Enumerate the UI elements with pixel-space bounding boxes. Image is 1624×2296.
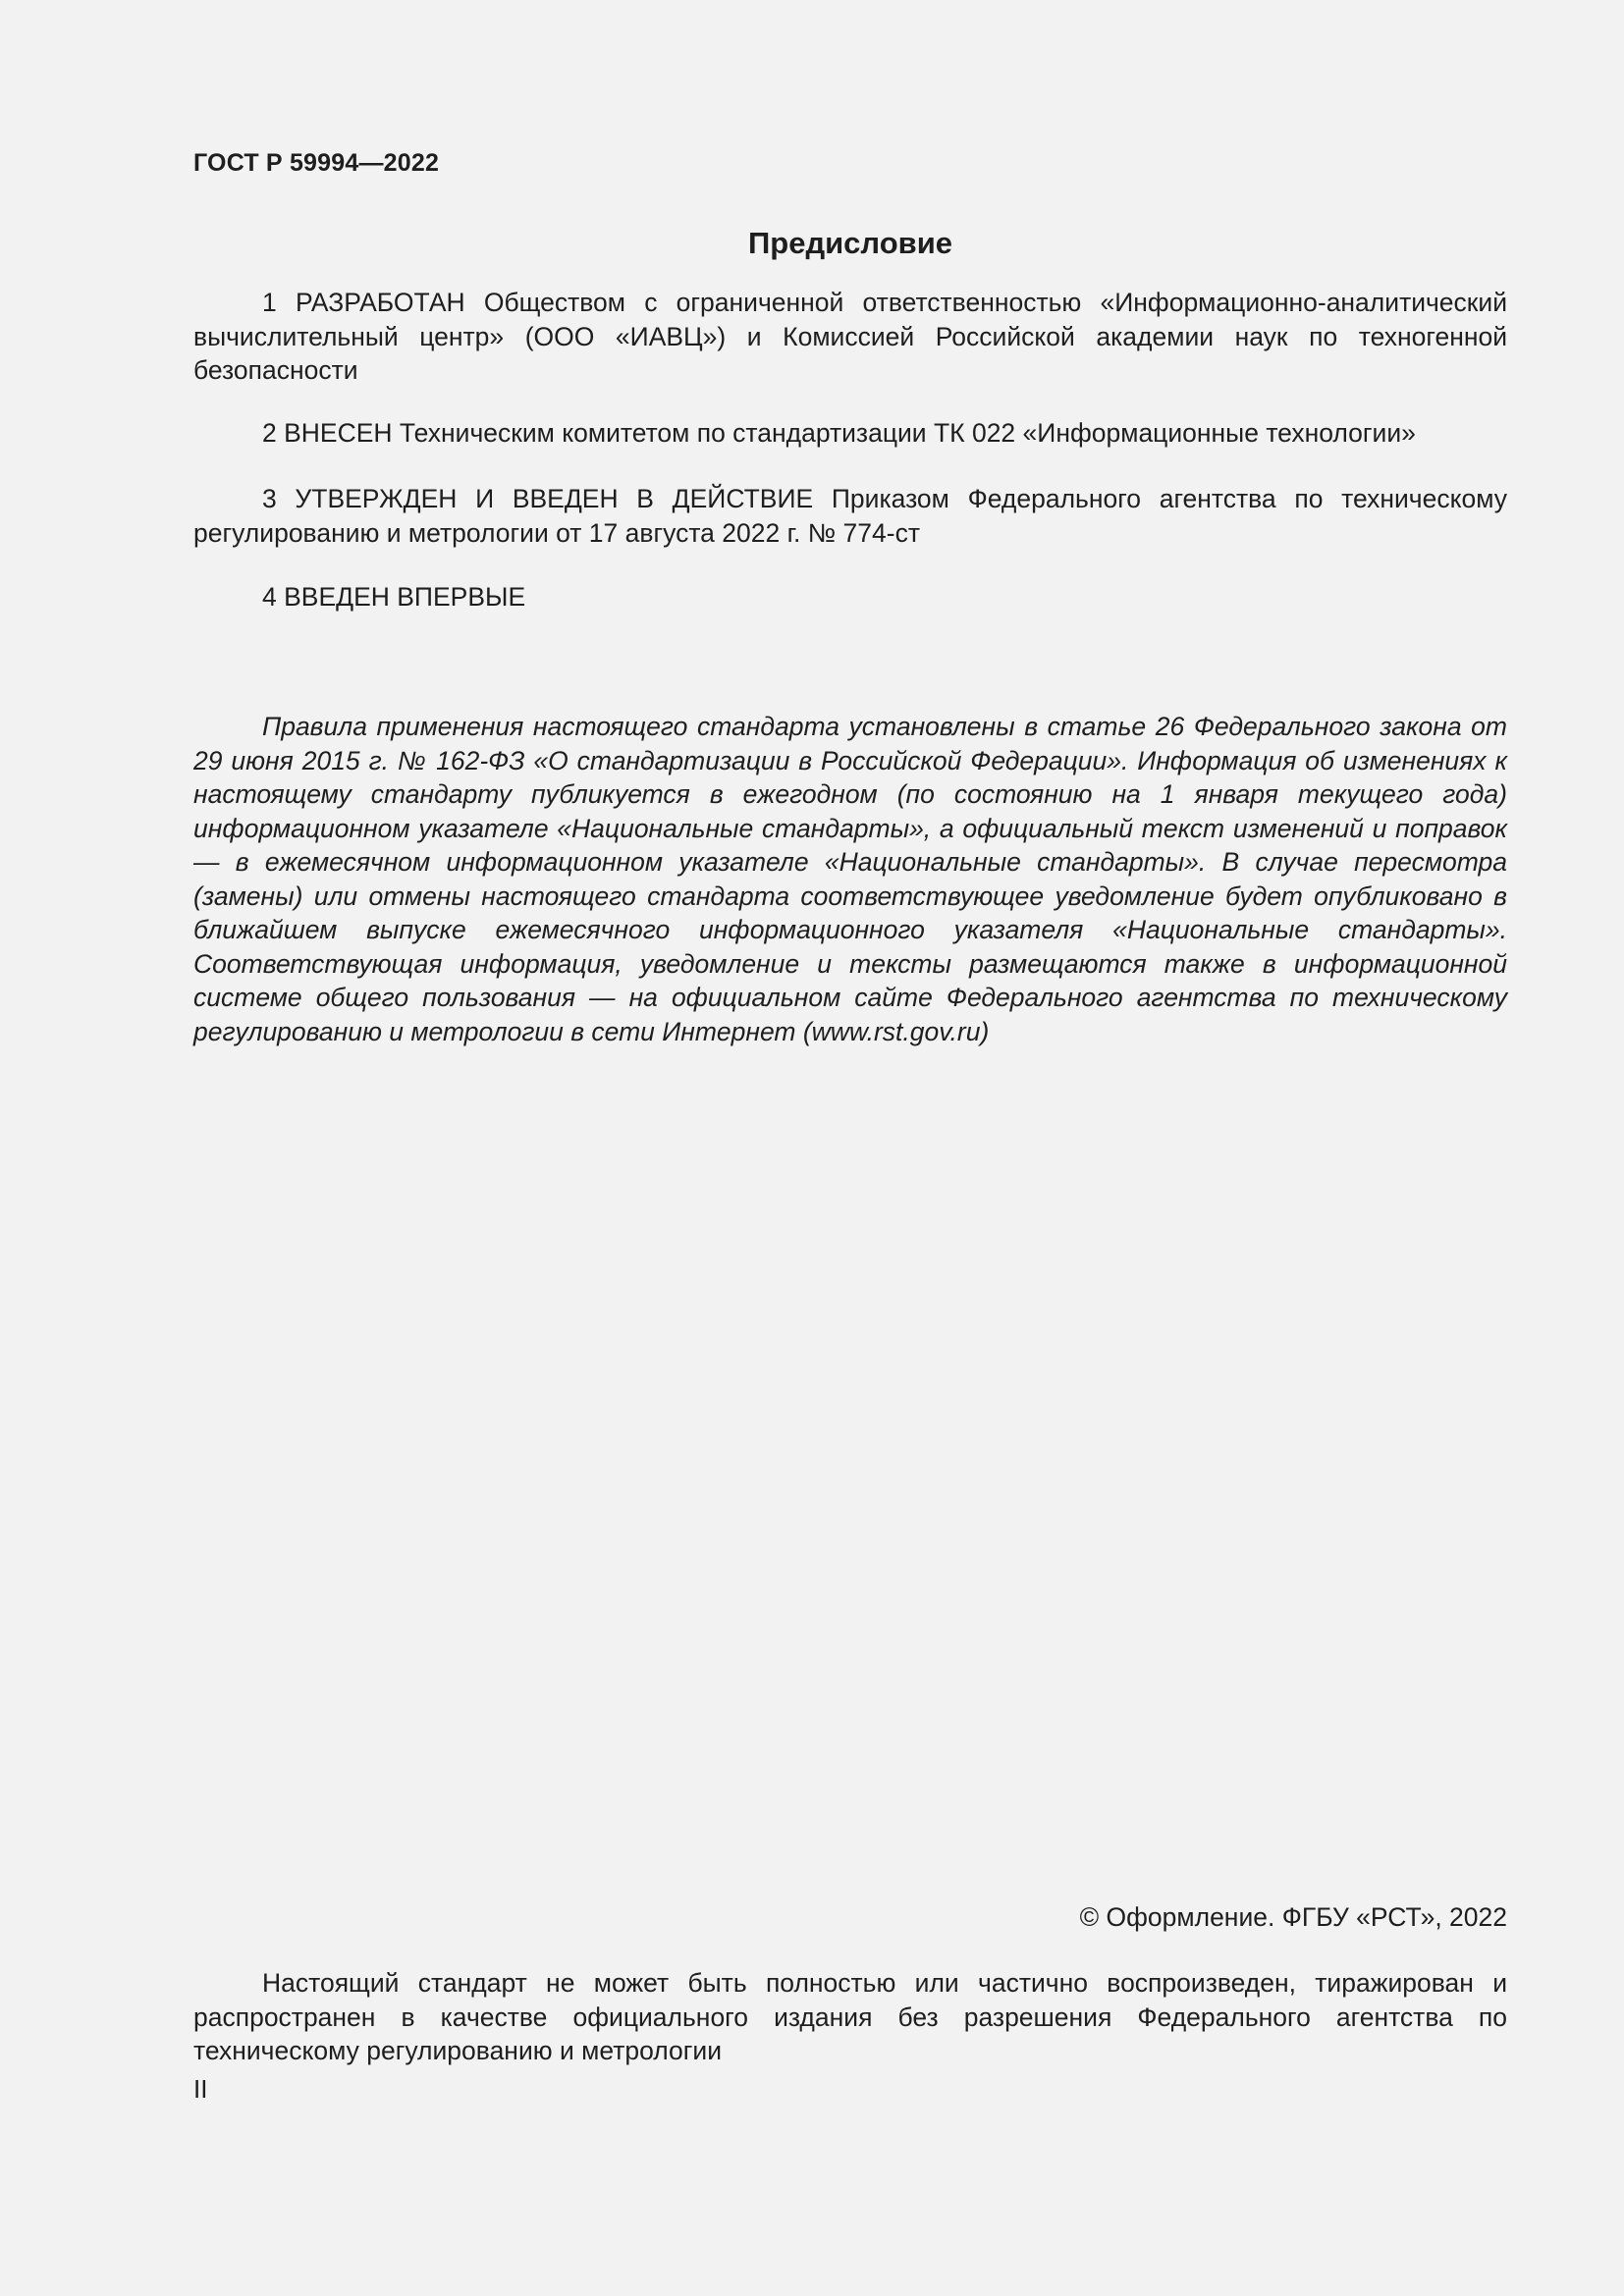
application-rules-text: Правила применения настоящего стандарта установлены в статье 26 Федерального закона от 29 июня 2015 г. № 162-ФЗ «О стандартизации в Российской Федерации». Информация об изменениях к настоящему стандарту публикуется в ежегодном (по состоянию на 1 января текущего года) информационном указателе «Национальные стандарты», а официальный текст изменений и поправок — в ежемесячном информационном указателе «Национальные стандарты». В случае пересмотра (замены) или отмены настоящего стандарта соответствующее уведомление будет опубликовано в ближайшем выпуске ежемесячного информационного указателя «Национальные стандарты». Соответствующая информация, уведомление и тексты размещаются также в информационной системе общего пользования — на официальном сайте Федерального агентства по техническому регулированию и метрологии в сети Интернет (www.rst.gov.ru) <box>193 712 1507 1046</box>
document-id: ГОСТ Р 59994—2022 <box>193 149 440 177</box>
copyright-line: © Оформление. ФГБУ «РСТ», 2022 <box>1079 1902 1507 1932</box>
page-number: II <box>193 2074 208 2104</box>
preface-item-1: 1 РАЗРАБОТАН Обществом с ограниченной ответственностью «Информационно-аналитический вычислительный центр» (ООО «ИАВЦ») и Комиссией Российской академии наук по техногенной безопасности <box>193 288 1507 385</box>
preface-item-3: 3 УТВЕРЖДЕН И ВВЕДЕН В ДЕЙСТВИЕ Приказом Федерального агентства по техническому регулированию и метрологии от 17 августа 2022 г. № 774-ст <box>193 484 1507 548</box>
page-title: Предисловие <box>747 226 952 260</box>
preface-item-2: 2 ВНЕСЕН Техническим комитетом по стандартизации ТК 022 «Информационные технологии» <box>262 418 1416 448</box>
reproduction-notice: Настоящий стандарт не может быть полностью или частично воспроизведен, тиражирован и распространен в качестве официального издания без разрешения Федерального агентства по техническому регулированию и метрологии <box>193 1968 1507 2065</box>
preface-item-4: 4 ВВЕДЕН ВПЕРВЫЕ <box>262 582 526 612</box>
